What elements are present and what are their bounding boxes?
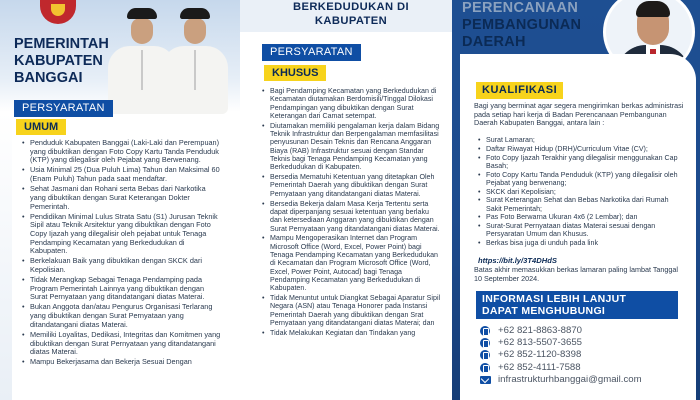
list-item: • Penduduk Kabupaten Banggai (Laki-Laki dan Perempuan) yang dibuktikan dengan Foto Copy Kartu Tanda Penduduk (KTP) yang dilegalisir oleh Pejabat yang Berwenang. (22, 139, 222, 165)
mail-icon (480, 376, 491, 384)
list-item: • Usia Minimal 25 (Dua Puluh Lima) Tahun dan Maksimal 60 (Enam Puluh) Tahun pada saat mendaftar. (22, 166, 222, 183)
phone-number: +62 813-5507-3655 (498, 337, 583, 349)
tag-umum: UMUM (16, 119, 66, 135)
list-item: • Sehat Jasmani dan Rohani serta Bebas dari Narkotika yang dibuktikan dengan Surat Keterangan Dokter Pemerintah. (22, 185, 222, 211)
list-item: • Diutamakan memiliki pengalaman kerja dalam Bidang Teknik Infrastruktur dan Berpengalaman memfasilitasi penyusunan Desain Teknis dan Rencana Anggaran Biaya (RAB) Infrastruktur sesuai dengan Standar Teknis bagi Tenaga Pendamping Kecamatan yang Berkedudukan di Kabupaten. (262, 122, 442, 172)
submission-intro: Bagi yang berminat agar segera mengirimkan berkas administrasi pada setiap hari kerja di Badan Perencanaan Pembangunan Daerah Kabupaten Banggai, antara lain : (474, 101, 684, 128)
list-item: • Berkelakuan Baik yang dibuktikan dengan SKCK dari Kepolisian. (22, 257, 222, 274)
list-item: • SKCK dari Kepolisian; (478, 188, 686, 196)
phone-contact[interactable] (480, 337, 686, 349)
list-item: • Pendidikan Minimal Lulus Strata Satu (S1) Jurusan Teknik Sipil atau Teknik Arsitektur yang dibuktikan dengan Foto Copy Ijazah yang dilegalisir oleh pejabat untuk Tenaga Pendamping Kecamatan yang Berkedudukan di Kabupaten. (22, 213, 222, 257)
position-title-line: KABUPATEN (314, 15, 388, 27)
list-item: • Tidak Menuntut untuk Diangkat Sebagai Aparatur Sipil Negara (ASN) atau Tenaga Honorer pada Instansi Pemerintah Daerah yang dibuktikan dengan Srat Pernyataan yang ditandatangani diatas Materai; dan (262, 294, 442, 327)
special-requirements-list (262, 87, 442, 339)
email-address: infrastrukturhbanggai@gmail.com (498, 373, 642, 385)
phone-icon (480, 326, 490, 336)
list-item: • Bukan Anggota dan/atau Pengurus Organisasi Terlarang yang dibuktikan dengan Surat Pernyataan yang ditandatangani diatas Materai. (22, 303, 222, 329)
contact-heading (476, 291, 678, 319)
section-tag-general (14, 98, 113, 135)
tag-kualifikasi: KUALIFIKASI (476, 82, 563, 99)
list-item: • Berkas bisa juga di unduh pada link (478, 239, 686, 247)
decorative-edge (0, 112, 12, 400)
email-contact[interactable] (480, 374, 686, 386)
phone-contact[interactable] (480, 325, 686, 337)
contact-heading-line: DAPAT MENGHUBUNGI (482, 305, 606, 317)
phone-icon (480, 350, 490, 360)
agency-title-line: PEMBANGUNAN (462, 17, 582, 33)
tag-khusus: KHUSUS (264, 65, 326, 81)
phone-icon (480, 338, 490, 348)
position-title (266, 0, 436, 28)
list-item: • Foto Copy Kartu Tanda Penduduk (KTP) yang dilegalisir oleh Pejabat yang berwenang; (478, 171, 686, 187)
list-item: • Foto Copy Ijazah Terakhir yang dilegalisir menggunakan Cap Basah; (478, 154, 686, 170)
list-item: • Memiliki Loyalitas, Dedikasi, Integritas dan Komitmen yang dibuktikan dengan Surat Pernyataan yang ditandatangani diatas Materai. (22, 331, 222, 357)
general-requirements-list (22, 139, 222, 368)
list-item: • Tidak Melakukan Kegiatan dan Tindakan yang (262, 329, 442, 337)
org-title-line: PEMERINTAH (14, 36, 109, 52)
list-item: • Bersedia Bekerja dalam Masa Kerja Tertentu serta dapat diperpanjang sesuai ketentuan yang berlaku dan ketersediaan Anggaran yang dibuktikan dengan Surat Pernyataan yang ditandatangani diatas Materai. (262, 200, 442, 233)
list-item: • Daftar Riwayat Hidup (DRH)/Curriculum Vitae (CV); (478, 145, 686, 153)
list-item: • Bagi Pendamping Kecamatan yang Berkedudukan di Kecamatan diutamakan Berdomisili/Tinggal Dilokasi Pendampingan yang dibuktikan dengan Surat Keterangan dari Camat setempat. (262, 87, 442, 120)
position-title-line: BERKEDUDUKAN DI (292, 1, 409, 13)
phone-number: +62 852-1120-8398 (498, 349, 582, 361)
agency-title-line: DAERAH (462, 34, 526, 50)
list-item: • Mampu Bekerjasama dan Bekerja Sesuai Dengan (22, 358, 222, 367)
contact-heading-line: INFORMASI LEBIH LANJUT (482, 293, 627, 305)
tag-persyaratan: PERSYARATAN (262, 44, 361, 61)
phone-number: +62 852-4111-7588 (498, 361, 581, 373)
org-title-line: KABUPATEN (14, 53, 103, 69)
list-item: • Surat-Surat Pernyataan diatas Materai sesuai dengan Persyaratan Umum dan Khusus. (478, 222, 686, 238)
list-item: • Tidak Merangkap Sebagai Tenaga Pendamping pada Program Pemerintah Lainnya yang dibuktikan dengan Surat Pernyataan yang ditandatangani diatas Materai. (22, 276, 222, 302)
phone-icon (480, 363, 490, 373)
deadline-note: Batas akhir memasukkan berkas lamaran paling lambat Tanggal 10 September 2024. (474, 265, 679, 283)
tag-persyaratan: PERSYARATAN (14, 100, 113, 117)
phone-contact[interactable] (480, 349, 686, 361)
phone-contact[interactable] (480, 362, 686, 374)
agency-title (462, 0, 612, 51)
list-item: • Surat Keterangan Sehat dan Bebas Narkotika dari Rumah Sakit Pemerintah; (478, 196, 686, 212)
official-photo-vice-regent (162, 6, 228, 114)
qualification-panel (452, 0, 700, 400)
general-requirements-panel (0, 0, 240, 400)
list-item: • Surat Lamaran; (478, 136, 686, 144)
section-tag-special (262, 42, 361, 81)
org-title-line: BANGGAI (14, 70, 83, 86)
download-link[interactable]: https://bit.ly/3T4DHdS (478, 256, 557, 265)
agency-title-line: PERENCANAAN (462, 0, 579, 16)
list-item: • Bersedia Mematuhi Ketentuan yang ditetapkan Oleh Pemerintah Daerah yang dibuktikan dengan Surat Pernyataan yang ditandatangani diatas Materai. (262, 173, 442, 198)
list-item: • Pas Foto Berwarna Ukuran 4x6 (2 Lembar); dan (478, 213, 686, 221)
required-documents-list (478, 136, 686, 248)
list-item: • Mampu Mengoperasikan Internet dan Program Microsoft Office (Word, Excel, Power Point) bagi Tenaga Pendamping Kecamatan yang Berkedudukan di Kecamatan dan Program Microsoft Office (Word, Excel, Power Point, Autocad) bagi Tenaga Pendamping Kecamatan yang Berkedudukan di Kabupaten. (262, 234, 442, 292)
special-requirements-panel (240, 0, 452, 400)
phone-number: +62 821-8863-8870 (498, 325, 583, 336)
contact-list (480, 325, 686, 386)
